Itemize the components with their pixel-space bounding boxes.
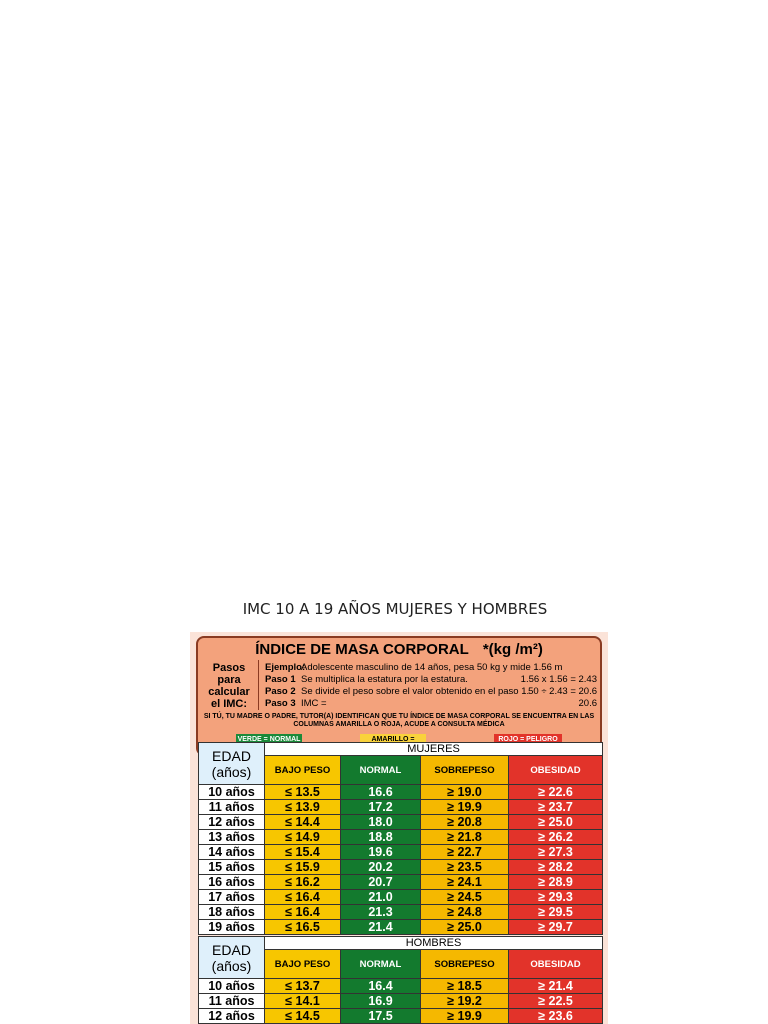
card-title xyxy=(198,641,600,658)
bajo-peso-cell: ≤ 16.4 xyxy=(265,890,341,905)
step-result: 1.56 x 1.56 = 2.43 xyxy=(520,674,597,685)
table-row xyxy=(199,785,603,800)
obesidad-cell: ≥ 27.3 xyxy=(509,845,603,860)
obesidad-cell: ≥ 29.7 xyxy=(509,920,603,935)
normal-cell: 17.5 xyxy=(341,1009,421,1024)
normal-cell: 20.7 xyxy=(341,875,421,890)
table-row xyxy=(199,994,603,1009)
obesidad-cell: ≥ 28.2 xyxy=(509,860,603,875)
edad-header xyxy=(199,743,265,785)
example-line xyxy=(265,662,599,673)
column-header-bajo: BAJO PESO xyxy=(265,756,341,785)
edad-label: EDAD xyxy=(212,941,251,958)
instructions-panel xyxy=(196,636,602,756)
age-cell: 14 años xyxy=(199,845,265,860)
age-cell: 12 años xyxy=(199,1009,265,1024)
age-cell: 10 años xyxy=(199,785,265,800)
table-row xyxy=(199,815,603,830)
legend-green: VERDE = NORMAL xyxy=(237,736,301,743)
normal-cell: 16.6 xyxy=(341,785,421,800)
obesidad-cell: ≥ 21.4 xyxy=(509,979,603,994)
bajo-peso-cell: ≤ 14.5 xyxy=(265,1009,341,1024)
obesidad-cell: ≥ 26.2 xyxy=(509,830,603,845)
column-header-sobre: SOBREPESO xyxy=(421,756,509,785)
bajo-peso-cell: ≤ 13.9 xyxy=(265,800,341,815)
normal-cell: 17.2 xyxy=(341,800,421,815)
step-key: Paso 2 xyxy=(265,686,296,697)
step-key: Paso 1 xyxy=(265,674,296,685)
sobrepeso-cell: ≥ 19.0 xyxy=(421,785,509,800)
step-text: Se divide el peso sobre el valor obtenido en el paso 1. xyxy=(301,686,530,697)
step-2 xyxy=(265,686,599,697)
normal-cell: 21.0 xyxy=(341,890,421,905)
card-title-unit: *(kg /m²) xyxy=(482,641,543,658)
table-row xyxy=(199,1009,603,1024)
table-row xyxy=(199,920,603,935)
step-result: 50 ÷ 2.43 = 20.6 xyxy=(528,686,597,697)
age-cell: 15 años xyxy=(199,860,265,875)
table-row xyxy=(199,860,603,875)
sobrepeso-cell: ≥ 25.0 xyxy=(421,920,509,935)
obesidad-cell: ≥ 23.6 xyxy=(509,1009,603,1024)
normal-cell: 16.9 xyxy=(341,994,421,1009)
age-cell: 19 años xyxy=(199,920,265,935)
step-result: 20.6 xyxy=(578,698,597,709)
step-text: Se multiplica la estatura por la estatura. xyxy=(301,674,468,685)
normal-cell: 18.0 xyxy=(341,815,421,830)
section-title-row xyxy=(199,743,603,756)
sobrepeso-cell: ≥ 23.5 xyxy=(421,860,509,875)
column-header-bajo: BAJO PESO xyxy=(265,950,341,979)
obesidad-cell: ≥ 29.3 xyxy=(509,890,603,905)
normal-cell: 20.2 xyxy=(341,860,421,875)
sobrepeso-cell: ≥ 19.9 xyxy=(421,800,509,815)
sobrepeso-cell: ≥ 18.5 xyxy=(421,979,509,994)
edad-unit: (años) xyxy=(211,957,252,974)
sobrepeso-cell: ≥ 21.8 xyxy=(421,830,509,845)
obesidad-cell: ≥ 22.6 xyxy=(509,785,603,800)
legend-yellow: AMARILLO = xyxy=(360,734,426,745)
edad-unit: (años) xyxy=(211,763,252,780)
bajo-peso-cell: ≤ 13.7 xyxy=(265,979,341,994)
step-1 xyxy=(265,674,599,685)
section-title-row xyxy=(199,937,603,950)
column-header-obesidad: OBESIDAD xyxy=(509,756,603,785)
normal-cell: 16.4 xyxy=(341,979,421,994)
obesidad-cell: ≥ 25.0 xyxy=(509,815,603,830)
sobrepeso-cell: ≥ 24.1 xyxy=(421,875,509,890)
document-title: IMC 10 A 19 AÑOS MUJERES Y HOMBRES xyxy=(242,600,548,618)
age-cell: 12 años xyxy=(199,815,265,830)
bajo-peso-cell: ≤ 16.2 xyxy=(265,875,341,890)
table-row xyxy=(199,890,603,905)
step-text: IMC = xyxy=(301,698,327,709)
edad-header xyxy=(199,937,265,979)
age-cell: 17 años xyxy=(199,890,265,905)
sobrepeso-cell: ≥ 19.2 xyxy=(421,994,509,1009)
card-title-text: ÍNDICE DE MASA CORPORAL xyxy=(255,641,469,658)
table-row xyxy=(199,830,603,845)
obesidad-cell: ≥ 28.9 xyxy=(509,875,603,890)
age-cell: 10 años xyxy=(199,979,265,994)
sobrepeso-cell: ≥ 22.7 xyxy=(421,845,509,860)
column-header-sobre: SOBREPESO xyxy=(421,950,509,979)
bajo-peso-cell: ≤ 15.9 xyxy=(265,860,341,875)
sobrepeso-cell: ≥ 24.8 xyxy=(421,905,509,920)
legend-red: ROJO = PELIGRO xyxy=(494,734,562,745)
steps-box xyxy=(258,660,599,710)
edad-label: EDAD xyxy=(212,747,251,764)
step-3 xyxy=(265,698,599,709)
age-cell: 18 años xyxy=(199,905,265,920)
hombres-title: HOMBRES xyxy=(265,937,603,950)
column-header-normal: NORMAL xyxy=(341,756,421,785)
example-text: Adolescente masculino de 14 años, pesa 50 kg y mide 1.56 m xyxy=(301,662,563,673)
table-row xyxy=(199,905,603,920)
table-row xyxy=(199,800,603,815)
table-row xyxy=(199,845,603,860)
obesidad-cell: ≥ 29.5 xyxy=(509,905,603,920)
sobrepeso-cell: ≥ 20.8 xyxy=(421,815,509,830)
bajo-peso-cell: ≤ 14.1 xyxy=(265,994,341,1009)
normal-cell: 18.8 xyxy=(341,830,421,845)
bajo-peso-cell: ≤ 16.5 xyxy=(265,920,341,935)
obesidad-cell: ≥ 22.5 xyxy=(509,994,603,1009)
mujeres-title: MUJERES xyxy=(265,743,603,756)
column-header-normal: NORMAL xyxy=(341,950,421,979)
step-key: Paso 3 xyxy=(265,698,296,709)
obesidad-cell: ≥ 23.7 xyxy=(509,800,603,815)
bajo-peso-cell: ≤ 13.5 xyxy=(265,785,341,800)
medical-notice: SI TÚ, TU MADRE O PADRE, TUTOR(A) IDENTIFICAN QUE TU ÍNDICE DE MASA CORPORAL SE ENCUENTRA EN LAS COLUMNAS AMARILLA O ROJA, ACUDE A CONSULTA MÉDICA xyxy=(203,713,595,728)
age-cell: 11 años xyxy=(199,994,265,1009)
sobrepeso-cell: ≥ 19.9 xyxy=(421,1009,509,1024)
age-cell: 16 años xyxy=(199,875,265,890)
example-key: Ejemplo: xyxy=(265,662,306,673)
bajo-peso-cell: ≤ 14.4 xyxy=(265,815,341,830)
bajo-peso-cell: ≤ 14.9 xyxy=(265,830,341,845)
age-cell: 11 años xyxy=(199,800,265,815)
table-row xyxy=(199,979,603,994)
mujeres-table xyxy=(198,742,603,935)
hombres-table xyxy=(198,936,603,1024)
age-cell: 13 años xyxy=(199,830,265,845)
bajo-peso-cell: ≤ 15.4 xyxy=(265,845,341,860)
normal-cell: 21.4 xyxy=(341,920,421,935)
normal-cell: 19.6 xyxy=(341,845,421,860)
steps-label: Pasos para calcular el IMC: xyxy=(208,662,250,710)
column-header-obesidad: OBESIDAD xyxy=(509,950,603,979)
bajo-peso-cell: ≤ 16.4 xyxy=(265,905,341,920)
sobrepeso-cell: ≥ 24.5 xyxy=(421,890,509,905)
normal-cell: 21.3 xyxy=(341,905,421,920)
bmi-card xyxy=(190,632,608,1024)
table-row xyxy=(199,875,603,890)
